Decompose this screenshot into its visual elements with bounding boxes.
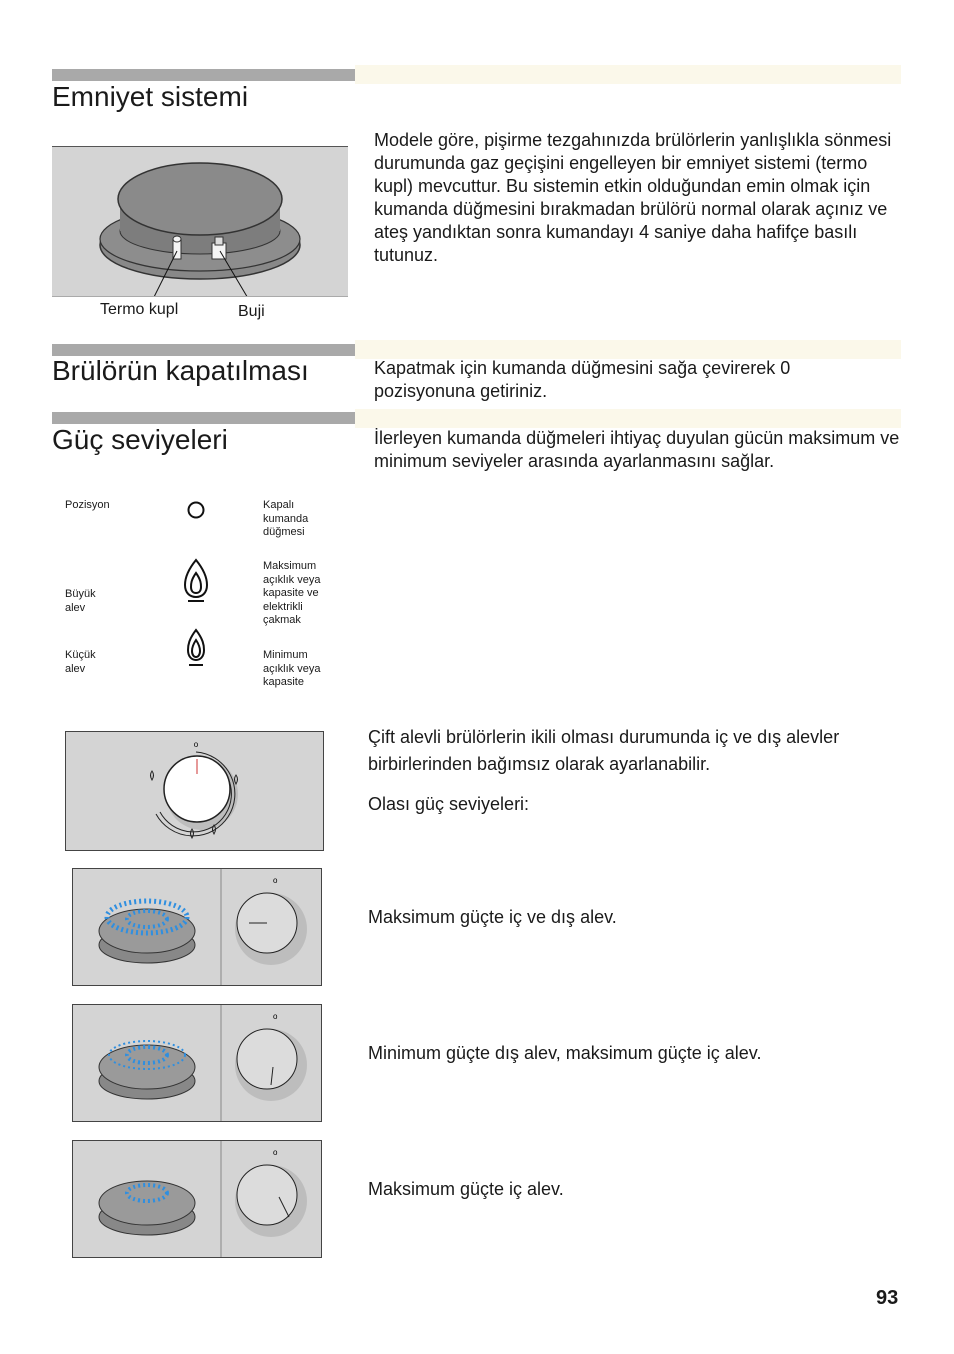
shutoff-body: Kapatmak için kumanda düğmesini sağa çevirerek 0 pozisyonuna getiriniz. <box>374 358 791 401</box>
svg-text:o: o <box>273 1012 278 1021</box>
levels-label: Olası güç seviyeleri: <box>368 794 530 814</box>
level-figure-3 <box>72 1140 322 1258</box>
section-bar <box>52 69 355 81</box>
label-thermocouple: Termo kupl <box>100 301 179 318</box>
svg-text:o: o <box>193 740 199 749</box>
level-1-text: Maksimum güçte iç ve dış alev. <box>368 907 617 927</box>
knob-figure <box>65 731 324 851</box>
burner-figure <box>52 146 348 297</box>
table-row-small-label: Küçük alev <box>65 649 96 675</box>
table-row-large-label: Büyük alev <box>65 588 96 614</box>
svg-text:o: o <box>273 876 278 885</box>
label-spark: Buji <box>238 303 265 320</box>
svg-text:o: o <box>273 1148 278 1157</box>
level-2-text: Minimum güçte dış alev, maksimum güçte iç alev. <box>368 1043 762 1063</box>
level-figure-2 <box>72 1004 322 1122</box>
off-circle-icon <box>186 500 206 520</box>
table-row-small-desc: Minimum açıklık veya kapasite <box>263 649 321 688</box>
small-flame-icon <box>184 627 208 667</box>
level-3-text: Maksimum güçte iç alev. <box>368 1179 564 1199</box>
page-number: 93 <box>876 1287 899 1309</box>
section-title-safety: Emniyet sistemi <box>52 81 249 112</box>
dual-intro: Çift alevli brülörlerin ikili olması durumunda iç ve dış alevler birbirlerinden bağımsız olarak ayarlanabilir. <box>368 727 840 774</box>
section-bar-highlight <box>355 409 901 428</box>
section-bar-highlight <box>355 65 901 84</box>
table-row-large-desc: Maksimum açıklık veya kapasite ve elektrikli çakmak <box>263 560 321 626</box>
large-flame-icon <box>181 557 211 603</box>
level-figure-1 <box>72 868 322 986</box>
section-bar <box>52 412 355 424</box>
section-title-power: Güç seviyeleri <box>52 424 228 455</box>
safety-body: Modele göre, pişirme tezgahınızda brülörlerin yanlışlıkla sönmesi durumunda gaz geçişini engelleyen bir emniyet sistemi (termo kupl) mevcuttur. Bu sistemin etkin olduğundan emin olmak için kumanda düğmesini bırakmadan brülörü normal olarak açınız ve ateş yandıktan sonra kumandayı 4 saniye daha hafifçe basılı tutunuz. <box>374 130 892 265</box>
table-header: Pozisyon <box>65 499 110 511</box>
section-title-shutoff: Brülörün kapatılması <box>52 355 309 386</box>
power-body: İlerleyen kumanda düğmeleri ihtiyaç duyulan gücün maksimum ve minimum seviyeler arasında ayarlanmasını sağlar. <box>374 428 900 471</box>
table-row-off-desc: Kapalı kumanda düğmesi <box>263 499 309 538</box>
